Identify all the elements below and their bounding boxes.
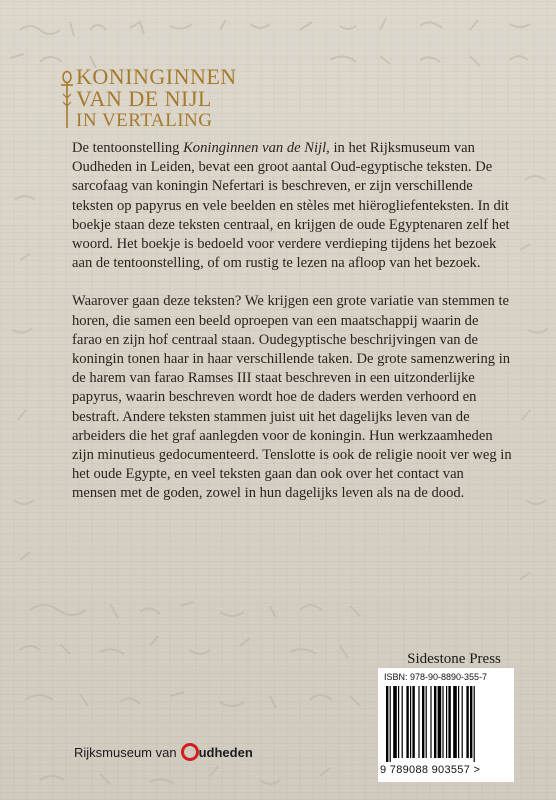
barcode-box	[378, 668, 514, 782]
isbn-label: ISBN: 978-90-8890-355-7	[384, 672, 488, 682]
barcode-icon	[382, 686, 510, 764]
barcode-digits: 9 789088 903557 >	[380, 764, 481, 776]
intro-paragraph	[72, 139, 512, 273]
series-title-line-2: VAN DE NIJL	[76, 86, 212, 111]
publisher-name: Sidestone Press	[407, 651, 501, 667]
series-title-line-3: IN VERTALING	[76, 110, 213, 131]
museum-name-suffix: udheden	[198, 744, 253, 760]
museum-logo	[74, 742, 253, 762]
intro-post: , in het Rijksmuseum van Oudheden in Leiden, bevat een groot aantal Oud-egyptische teksten. De sarcofaag van koningin Nefertari is beschreven, er zijn verschillende teksten op papyrus en vele beelden en stèles met hiërogliefenteksten. In dit boekje staan deze teksten centraal, en krijgen de oude Egyptenaren zelf het woord. Het boekje is bedoeld voor verdere verdieping tijdens het bezoek aan de tentoonstelling, of om rustig te lezen na afloop van het bezoek.	[72, 140, 510, 272]
museum-o-ring-icon	[181, 743, 199, 761]
series-title-line-1: KONINGINNEN	[76, 64, 237, 89]
intro-pre: De tentoonstelling	[72, 140, 184, 156]
exhibition-title: Koninginnen van de Nijl	[183, 140, 327, 156]
series-title	[60, 66, 320, 132]
back-cover-text	[72, 139, 512, 523]
museum-name-prefix: Rijksmuseum van	[74, 744, 177, 760]
second-paragraph: Waarover gaan deze teksten? We krijgen een grote variatie van stemmen te horen, die samen een beeld oproepen van een maatschappij waarin de farao en zijn hof centraal staan. Oudegyptische beschrijvingen van de koningin tonen haar in haar verschillende taken. De grote samenzwering in de harem van farao Ramses III staat beschreven in een uitzonderlijke papyrus, waarin beschreven wordt hoe de daders werden verhoord en bestraft. Andere teksten stammen juist uit het dagelijks leven van de arbeiders die het graf aanlegden voor de koningin. Hun werkzaamheden zijn minutieus gedocumenteerd. Tenslotte is ook de religie nooit ver weg in het oude Egypte, en veel teksten gaan dan ook over het contact van mensen met de goden, zowel in hun dagelijks leven als na de dood.	[72, 293, 512, 502]
